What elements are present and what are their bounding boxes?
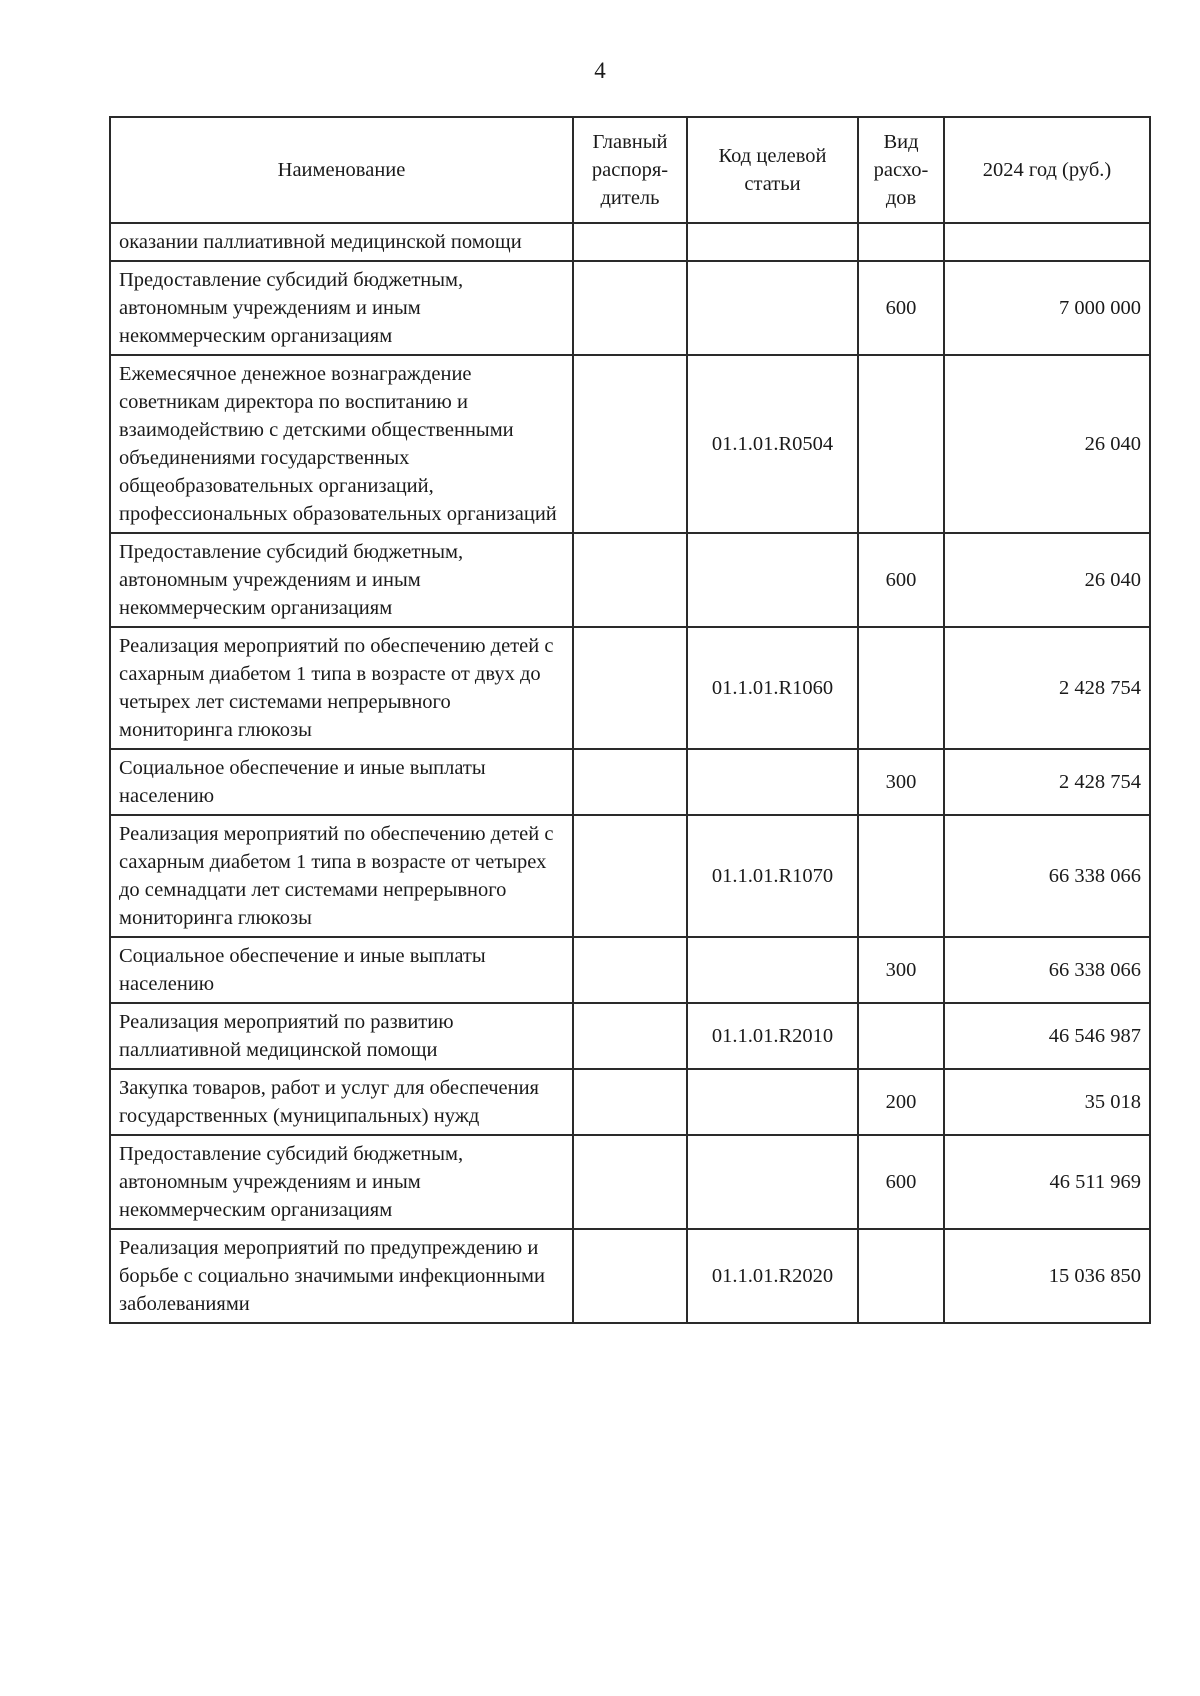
row-chief xyxy=(573,937,687,1003)
row-code: 01.1.01.R1070 xyxy=(687,815,858,937)
row-chief xyxy=(573,1135,687,1229)
row-name: Социальное обеспечение и иные выплаты населению xyxy=(110,937,573,1003)
header-chief-administrator: Главный распоря-дитель xyxy=(573,117,687,223)
row-amount: 26 040 xyxy=(944,355,1150,533)
row-amount: 2 428 754 xyxy=(944,627,1150,749)
row-chief xyxy=(573,223,687,261)
page-number: 4 xyxy=(594,58,606,83)
row-name: Предоставление субсидий бюджетным, автономным учреждениям и иным некоммерческим организациям xyxy=(110,261,573,355)
table-row xyxy=(110,1003,1150,1069)
row-code xyxy=(687,223,858,261)
row-name: Закупка товаров, работ и услуг для обеспечения государственных (муниципальных) нужд xyxy=(110,1069,573,1135)
row-name: Предоставление субсидий бюджетным, автономным учреждениям и иным некоммерческим организациям xyxy=(110,1135,573,1229)
row-chief xyxy=(573,749,687,815)
row-name: оказании паллиативной медицинской помощи xyxy=(110,223,573,261)
row-name: Реализация мероприятий по предупреждению и борьбе с социально значимыми инфекционными заболеваниями xyxy=(110,1229,573,1323)
row-amount: 2 428 754 xyxy=(944,749,1150,815)
table-row xyxy=(110,355,1150,533)
row-kind: 200 xyxy=(858,1069,944,1135)
row-kind xyxy=(858,355,944,533)
table-row xyxy=(110,261,1150,355)
table-row xyxy=(110,815,1150,937)
table-header-row xyxy=(110,117,1150,223)
row-kind: 300 xyxy=(858,937,944,1003)
row-code xyxy=(687,1135,858,1229)
row-kind: 600 xyxy=(858,1135,944,1229)
table-row xyxy=(110,937,1150,1003)
row-chief xyxy=(573,627,687,749)
budget-table xyxy=(109,116,1151,1324)
row-code xyxy=(687,1069,858,1135)
table-row xyxy=(110,1135,1150,1229)
row-amount: 66 338 066 xyxy=(944,937,1150,1003)
row-code: 01.1.01.R0504 xyxy=(687,355,858,533)
row-kind xyxy=(858,1003,944,1069)
row-chief xyxy=(573,815,687,937)
row-code xyxy=(687,937,858,1003)
row-name: Социальное обеспечение и иные выплаты населению xyxy=(110,749,573,815)
row-name: Ежемесячное денежное вознаграждение советникам директора по воспитанию и взаимодействию с детскими общественными объединениями государственных общеобразовательных организаций, профессиональных образовательных организаций xyxy=(110,355,573,533)
row-chief xyxy=(573,533,687,627)
row-code: 01.1.01.R1060 xyxy=(687,627,858,749)
row-name: Предоставление субсидий бюджетным, автономным учреждениям и иным некоммерческим организациям xyxy=(110,533,573,627)
row-kind xyxy=(858,1229,944,1323)
header-target-code: Код целевой статьи xyxy=(687,117,858,223)
row-kind xyxy=(858,223,944,261)
row-amount: 35 018 xyxy=(944,1069,1150,1135)
table-row xyxy=(110,627,1150,749)
row-kind: 600 xyxy=(858,533,944,627)
row-kind xyxy=(858,815,944,937)
table-row xyxy=(110,1069,1150,1135)
row-chief xyxy=(573,1069,687,1135)
row-chief xyxy=(573,261,687,355)
table-row xyxy=(110,1229,1150,1323)
row-kind: 600 xyxy=(858,261,944,355)
row-kind: 300 xyxy=(858,749,944,815)
row-code xyxy=(687,749,858,815)
row-code: 01.1.01.R2020 xyxy=(687,1229,858,1323)
row-code xyxy=(687,533,858,627)
row-name: Реализация мероприятий по обеспечению детей с сахарным диабетом 1 типа в возрасте от четырех до семнадцати лет системами непрерывного мониторинга глюкозы xyxy=(110,815,573,937)
row-amount: 7 000 000 xyxy=(944,261,1150,355)
row-amount: 26 040 xyxy=(944,533,1150,627)
table-row xyxy=(110,533,1150,627)
row-name: Реализация мероприятий по обеспечению детей с сахарным диабетом 1 типа в возрасте от двух до четырех лет системами непрерывного мониторинга глюкозы xyxy=(110,627,573,749)
row-amount: 15 036 850 xyxy=(944,1229,1150,1323)
header-year-amount: 2024 год (руб.) xyxy=(944,117,1150,223)
header-name: Наименование xyxy=(110,117,573,223)
row-amount xyxy=(944,223,1150,261)
row-code xyxy=(687,261,858,355)
row-name: Реализация мероприятий по развитию паллиативной медицинской помощи xyxy=(110,1003,573,1069)
row-code: 01.1.01.R2010 xyxy=(687,1003,858,1069)
table-row xyxy=(110,223,1150,261)
row-chief xyxy=(573,355,687,533)
table-row xyxy=(110,749,1150,815)
row-amount: 46 511 969 xyxy=(944,1135,1150,1229)
row-amount: 66 338 066 xyxy=(944,815,1150,937)
row-kind xyxy=(858,627,944,749)
row-chief xyxy=(573,1003,687,1069)
header-expense-type: Вид расхо-дов xyxy=(858,117,944,223)
row-chief xyxy=(573,1229,687,1323)
row-amount: 46 546 987 xyxy=(944,1003,1150,1069)
